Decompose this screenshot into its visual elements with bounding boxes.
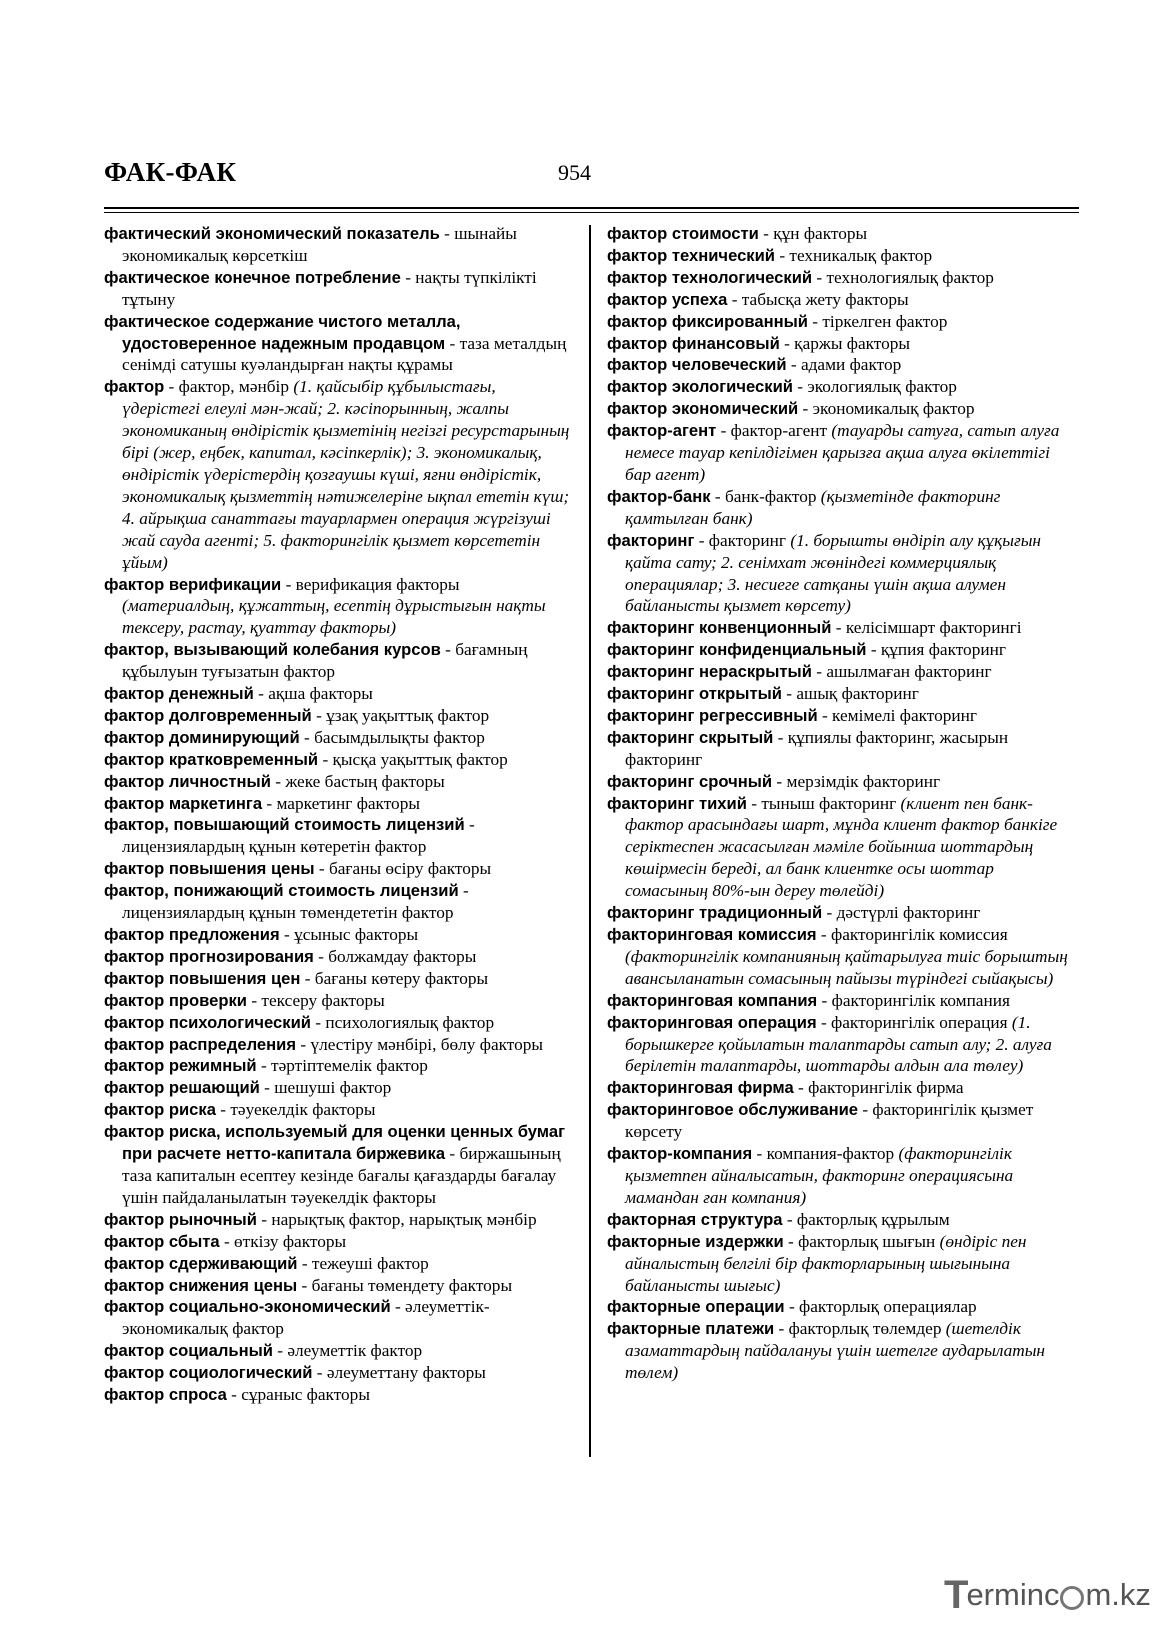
entry-translation: - құпиялы факторинг, жасырын факторинг bbox=[625, 727, 1009, 769]
entry-translation: - факторлық операциялар bbox=[784, 1297, 977, 1317]
entry-term: фактор сбыта bbox=[104, 1231, 220, 1251]
dictionary-entry bbox=[104, 267, 571, 311]
dictionary-entry bbox=[607, 771, 1079, 793]
entry-translation: - әлеуметтану факторы bbox=[312, 1363, 486, 1383]
entry-translation: - факторингілік комиссия bbox=[816, 925, 1008, 944]
entry-term: факторные операции bbox=[607, 1297, 785, 1317]
dictionary-entry bbox=[104, 793, 571, 815]
entry-term: фактор предложения bbox=[104, 925, 280, 944]
header-rule-thin bbox=[104, 212, 1079, 213]
entry-translation: - дәстүрлі факторинг bbox=[822, 903, 981, 923]
dictionary-entry bbox=[104, 858, 571, 880]
entry-translation: - әлеуметтік фактор bbox=[272, 1341, 423, 1361]
dictionary-entry bbox=[104, 968, 571, 990]
entry-term: фактор верификации bbox=[104, 574, 282, 594]
entry-translation: - маркетинг факторы bbox=[262, 793, 420, 813]
entry-translation: - тежеуші фактор bbox=[297, 1253, 429, 1273]
entry-term: фактор проверки bbox=[104, 990, 247, 1010]
entry-translation: - шынайы экономикалық көрсеткіш bbox=[122, 224, 517, 265]
dictionary-entry bbox=[607, 420, 1079, 486]
dictionary-entry bbox=[104, 705, 571, 727]
entry-note: (факторингілік компанияның қайтарылуға тиіс борыштың авансыланатын сомасының пайызы түріндегі сыйақысы) bbox=[625, 946, 1068, 988]
entry-term: факторинг срочный bbox=[607, 771, 773, 791]
entry-term: факторная структура bbox=[607, 1209, 783, 1229]
logo-letter-t: T bbox=[944, 1572, 969, 1617]
entry-term: фактор маркетинга bbox=[104, 793, 263, 813]
dictionary-entry bbox=[104, 1362, 571, 1384]
dictionary-entry bbox=[104, 1209, 571, 1231]
entry-term: фактор личностный bbox=[104, 771, 271, 791]
dictionary-entry bbox=[607, 354, 1079, 376]
dictionary-entry bbox=[104, 311, 571, 377]
dictionary-entry bbox=[104, 814, 571, 858]
entry-translation: - адами фактор bbox=[786, 355, 902, 375]
entry-term: фактор социально-экономический bbox=[104, 1297, 391, 1317]
dictionary-entry bbox=[607, 924, 1079, 990]
dictionary-entry bbox=[104, 1253, 571, 1275]
entry-term: фактическое содержание чистого металла, удостоверенное надежным продавцом bbox=[104, 311, 461, 353]
entry-term: фактор стоимости bbox=[607, 224, 759, 243]
page-number: 954 bbox=[558, 160, 591, 185]
entry-translation: - үлестіру мәнбірі, бөлу факторы bbox=[296, 1034, 544, 1054]
entry-translation: - техникалық фактор bbox=[775, 245, 933, 265]
page-title: ФАК-ФАК bbox=[104, 157, 237, 187]
dictionary-entry bbox=[104, 1055, 571, 1077]
dictionary-entry bbox=[104, 574, 571, 640]
dictionary-entry bbox=[104, 1077, 571, 1099]
entry-translation: - құн факторы bbox=[758, 224, 868, 243]
entry-translation: - психологиялық фактор bbox=[310, 1012, 495, 1032]
dictionary-entry bbox=[607, 1296, 1079, 1318]
entry-note: (1. борышкерге қойылатын талаптарды сатып алу; 2. алуға берілетін талаптарды, шоттарды алдын ала төлеу) bbox=[625, 1012, 1052, 1076]
dictionary-entry bbox=[607, 245, 1079, 267]
entry-term: фактор-компания bbox=[607, 1144, 753, 1164]
entry-term: фактор человеческий bbox=[607, 355, 787, 375]
entry-translation: - банк-фактор bbox=[710, 486, 821, 506]
entry-translation: - ашық факторинг bbox=[781, 684, 919, 704]
dictionary-entry bbox=[607, 902, 1079, 924]
entry-translation: - тексеру факторы bbox=[247, 990, 385, 1010]
logo-text-part-2: m.kz bbox=[1085, 1577, 1151, 1612]
entry-translation: - жеке бастың факторы bbox=[270, 771, 445, 791]
entry-note: (тауарды сатуға, сатып алуға немесе тауар кепілдігімен қарызға ақша алуға өкілеттігі бар агент) bbox=[625, 421, 1060, 484]
dictionary-entry bbox=[607, 1012, 1079, 1078]
entry-term: факторные издержки bbox=[607, 1231, 784, 1251]
termincom-logo bbox=[944, 1572, 1151, 1617]
dictionary-entry bbox=[607, 486, 1079, 530]
dictionary-entry bbox=[607, 289, 1079, 311]
dictionary-entry bbox=[104, 749, 571, 771]
entry-translation: - факторингілік компания bbox=[817, 990, 1010, 1010]
dictionary-entry bbox=[607, 223, 1079, 245]
entry-translation: - экономикалық фактор bbox=[798, 399, 975, 419]
entry-term: фактор доминирующий bbox=[104, 727, 300, 747]
dictionary-entry bbox=[607, 661, 1079, 683]
entry-term: фактор технологический bbox=[607, 267, 813, 287]
dictionary-entry bbox=[607, 990, 1079, 1012]
dictionary-entry bbox=[104, 1231, 571, 1253]
entry-term: факторинг конфиденциальный bbox=[607, 640, 867, 660]
entry-translation: - келісімшарт факторингі bbox=[831, 618, 1022, 638]
entry-term: факторинговая комиссия bbox=[607, 925, 817, 944]
entry-translation: - компания-фактор bbox=[752, 1144, 899, 1164]
entry-translation: - технологиялық фактор bbox=[812, 267, 994, 287]
logo-ring-icon bbox=[1060, 1586, 1084, 1610]
dictionary-entry bbox=[104, 1384, 571, 1406]
entry-translation: - қаржы факторы bbox=[779, 333, 911, 353]
entry-term: факторинг регрессивный bbox=[607, 705, 818, 725]
entry-translation: - кемімелі факторинг bbox=[817, 705, 978, 725]
entry-translation: - тәуекелдік факторы bbox=[215, 1100, 376, 1120]
entry-note: (өндіріс пен айналыстың белгілі бір факторларының шығынына байланысты шығыс) bbox=[625, 1231, 1027, 1295]
entry-term: факторинг традиционный bbox=[607, 903, 823, 923]
entry-term: фактор, повышающий стоимость лицензий bbox=[104, 815, 465, 835]
entry-translation: - мерзімдік факторинг bbox=[772, 771, 941, 791]
entry-term: фактор снижения цены bbox=[104, 1275, 298, 1295]
dictionary-entry bbox=[104, 990, 571, 1012]
entry-translation: - бағаны көтеру факторы bbox=[300, 968, 489, 988]
dictionary-entry bbox=[607, 1231, 1079, 1297]
left-column bbox=[104, 223, 571, 1406]
entry-note: (факторингілік қызметпен айналысатын, факторинг операциясына мамандан ған компания) bbox=[625, 1144, 1014, 1207]
entry-term: фактор успеха bbox=[607, 289, 728, 309]
entry-translation: - фактор, мәнбір bbox=[164, 377, 294, 397]
dictionary-entry bbox=[607, 705, 1079, 727]
entry-translation: - тіркелген фактор bbox=[807, 311, 948, 331]
dictionary-entry bbox=[607, 530, 1079, 618]
entry-translation: - факторинг bbox=[694, 530, 791, 550]
entry-translation: - таза металдың сенімді сатушы куәландырған нақты құрамы bbox=[122, 333, 567, 375]
entry-term: фактор-агент bbox=[607, 421, 717, 441]
entry-term: фактор-банк bbox=[607, 486, 711, 506]
entry-translation: - болжамдау факторы bbox=[313, 946, 477, 966]
entry-translation: - экологиялық фактор bbox=[792, 377, 957, 397]
entry-translation: - өткізу факторы bbox=[219, 1231, 347, 1251]
entry-term: факторинговая компания bbox=[607, 990, 818, 1010]
dictionary-entry bbox=[104, 924, 571, 946]
entry-term: фактический экономический показатель bbox=[104, 224, 440, 243]
dictionary-entry bbox=[104, 683, 571, 705]
dictionary-entry bbox=[607, 1318, 1079, 1384]
entry-term: фактор долговременный bbox=[104, 705, 312, 725]
dictionary-entry bbox=[104, 639, 571, 683]
entry-term: фактор денежный bbox=[104, 684, 254, 704]
entry-term: фактор сдерживающий bbox=[104, 1253, 298, 1273]
entry-translation: - ақша факторы bbox=[253, 684, 373, 704]
entry-translation: - лицензиялардың құнын көтеретін фактор bbox=[122, 815, 475, 857]
dictionary-entry bbox=[607, 793, 1079, 903]
entry-translation: - факторингілік операция bbox=[816, 1012, 1012, 1032]
entry-term: фактор риска, используемый для оценки ценных бумаг при расчете нетто-капитала биржевика bbox=[104, 1122, 565, 1164]
dictionary-entry bbox=[104, 1121, 571, 1209]
entry-translation: - басымдылықты фактор bbox=[299, 727, 485, 747]
dictionary-entry bbox=[104, 223, 571, 267]
entry-term: факторинговая фирма bbox=[607, 1078, 794, 1098]
dictionary-entry bbox=[607, 639, 1079, 661]
entry-term: факторинг bbox=[607, 530, 695, 550]
entry-translation: - нарықтық фактор, нарықтық мәнбір bbox=[256, 1209, 537, 1229]
entry-term: факторинг тихий bbox=[607, 793, 747, 813]
entry-translation: - биржашының таза капиталын есептеу кезінде бағалы қағаздарды бағалау үшін пайдаланылатын тәуекелдік факторы bbox=[122, 1144, 561, 1207]
entry-term: факторинг нераскрытый bbox=[607, 662, 812, 682]
logo-text-part-1: erminc bbox=[966, 1577, 1060, 1612]
dictionary-entry bbox=[607, 1077, 1079, 1099]
entry-translation: - бағаны өсіру факторы bbox=[314, 859, 492, 879]
entry-translation: - қысқа уақыттық фактор bbox=[318, 749, 508, 769]
entry-term: фактор прогнозирования bbox=[104, 946, 314, 966]
entry-translation: - сұраныс факторы bbox=[226, 1385, 370, 1405]
dictionary-entry bbox=[607, 267, 1079, 289]
dictionary-entry bbox=[104, 1034, 571, 1056]
entry-note: (шетелдік азаматтардың пайдалануы үшін шетелге аударылатын төлем) bbox=[625, 1319, 1045, 1383]
entry-note: (қызметінде факторинг қамтылған банк) bbox=[625, 486, 1001, 528]
dictionary-entry bbox=[607, 1209, 1079, 1231]
dictionary-entry bbox=[104, 880, 571, 924]
entry-term: фактор, вызывающий колебания курсов bbox=[104, 640, 441, 660]
entry-term: фактор психологический bbox=[104, 1012, 311, 1032]
dictionary-entry bbox=[607, 683, 1079, 705]
entry-note: (1. қайсыбір құбылыстағы, үдерістегі елеулі мән-жай; 2. кәсіпорынның, жалпы экономиканың өндірістік қызметінің негізгі ресурстарының бірі (жер, еңбек, капитал, кәсіпкерлік); 3. экономикалық, өндірістік үдерістердің қозғаушы күші, яғни өндірістік, экономикалық қызметтің нәтижелеріне ықпал ететін күш; 4. айрықша санаттағы тауарлармен операция жүргізуші жай сауда агенті; 5. факторингілік қызмет көрсететін ұйым) bbox=[122, 377, 570, 572]
entry-term: факторинг открытый bbox=[607, 684, 782, 704]
dictionary-entry bbox=[607, 1143, 1079, 1209]
entry-translation: - факторлық төлемдер bbox=[774, 1319, 946, 1339]
entry-note: (материалдың, құжаттың, есептің дұрыстығын нақты тексеру, растау, қуаттау факторы) bbox=[122, 596, 546, 638]
entry-term: фактор финансовый bbox=[607, 333, 780, 353]
dictionary-entry bbox=[607, 1099, 1079, 1143]
dictionary-entry bbox=[607, 376, 1079, 398]
entry-translation: - бағаны төмендету факторы bbox=[297, 1275, 513, 1295]
entry-term: фактор, понижающий стоимость лицензий bbox=[104, 881, 459, 901]
entry-term: факторинговая операция bbox=[607, 1012, 817, 1032]
entry-translation: - тәртіптемелік фактор bbox=[256, 1056, 428, 1076]
entry-term: факторинг конвенционный bbox=[607, 618, 832, 638]
entry-term: факторинг скрытый bbox=[607, 727, 774, 747]
dictionary-entry bbox=[607, 617, 1079, 639]
entry-translation: - верификация факторы bbox=[281, 574, 460, 594]
entry-term: фактор распределения bbox=[104, 1034, 297, 1054]
entry-translation: - тыныш факторинг bbox=[746, 793, 901, 813]
entry-term: фактическое конечное потребление bbox=[104, 267, 401, 287]
entry-term: фактор экономический bbox=[607, 399, 799, 419]
dictionary-entry bbox=[104, 1012, 571, 1034]
dictionary-entry bbox=[104, 946, 571, 968]
entry-translation: - фактор-агент bbox=[716, 421, 832, 441]
entry-translation: - бағамның құбылуын туғызатын фактор bbox=[122, 640, 528, 682]
entry-term: фактор технический bbox=[607, 245, 776, 265]
entry-term: фактор спроса bbox=[104, 1385, 227, 1405]
entry-term: фактор решающий bbox=[104, 1078, 260, 1098]
entry-term: фактор рыночный bbox=[104, 1209, 257, 1229]
entry-term: факторные платежи bbox=[607, 1319, 775, 1339]
entry-term: фактор социологический bbox=[104, 1363, 313, 1383]
entry-translation: - факторлық шығын bbox=[783, 1231, 940, 1251]
entry-translation: - нақты түпкілікті тұтыну bbox=[122, 267, 537, 309]
entry-term: фактор социальный bbox=[104, 1341, 273, 1361]
dictionary-entry bbox=[104, 1296, 571, 1340]
entry-translation: - ашылмаған факторинг bbox=[811, 662, 992, 682]
dictionary-entry bbox=[607, 311, 1079, 333]
entry-term: фактор режимный bbox=[104, 1056, 257, 1076]
entry-term: факторинговое обслуживание bbox=[607, 1100, 859, 1120]
entry-term: фактор риска bbox=[104, 1100, 216, 1120]
entry-translation: - құпия факторинг bbox=[866, 640, 1006, 660]
entry-translation: - факторингілік қызмет көрсету bbox=[625, 1100, 1034, 1142]
dictionary-entry bbox=[607, 727, 1079, 771]
header-rule-thick bbox=[104, 207, 1079, 209]
right-column bbox=[607, 223, 1079, 1384]
column-divider bbox=[589, 225, 591, 1457]
entry-term: фактор кратковременный bbox=[104, 749, 319, 769]
entry-translation: - әлеуметтік-экономикалық фактор bbox=[122, 1297, 490, 1339]
entry-translation: - факторлық құрылым bbox=[782, 1209, 950, 1229]
entry-term: фактор фиксированный bbox=[607, 311, 808, 331]
dictionary-entry bbox=[104, 1099, 571, 1121]
entry-translation: - табысқа жету факторы bbox=[727, 289, 909, 309]
entry-translation: - шешуші фактор bbox=[259, 1078, 392, 1098]
entry-translation: - лицензиялардың құнын төмендететін фактор bbox=[122, 881, 469, 923]
dictionary-entry bbox=[104, 1340, 571, 1362]
dictionary-entry bbox=[607, 333, 1079, 355]
entry-translation: - ұсыныс факторы bbox=[279, 925, 419, 944]
dictionary-entry bbox=[104, 1275, 571, 1297]
entry-note: (1. борышты өндіріп алу құқығын қайта сату; 2. сенімхат жөніндегі коммерциялық операциялар; 3. несиеге сатқаны үшін ақша алумен байланысты қызмет көрсету) bbox=[625, 530, 1041, 616]
dictionary-entry bbox=[104, 771, 571, 793]
entry-term: фактор повышения цен bbox=[104, 968, 301, 988]
entry-term: фактор экологический bbox=[607, 377, 793, 397]
entry-term: фактор bbox=[104, 377, 165, 397]
dictionary-entry bbox=[104, 376, 571, 573]
dictionary-entry bbox=[104, 727, 571, 749]
entry-translation: - ұзақ уақыттық фактор bbox=[311, 705, 490, 725]
entry-term: фактор повышения цены bbox=[104, 859, 315, 879]
dictionary-entry bbox=[607, 398, 1079, 420]
entry-translation: - факторингілік фирма bbox=[793, 1078, 964, 1098]
entry-note: (клиент пен банк-фактор арасындағы шарт, мұнда клиент фактор банкіге серіктеспен жасасылған мәміле бойынша шоттардың көшірмесін береді, ал банк клиентке осы шоттар сомасының 80%-ын дереу төлейді) bbox=[625, 793, 1058, 901]
